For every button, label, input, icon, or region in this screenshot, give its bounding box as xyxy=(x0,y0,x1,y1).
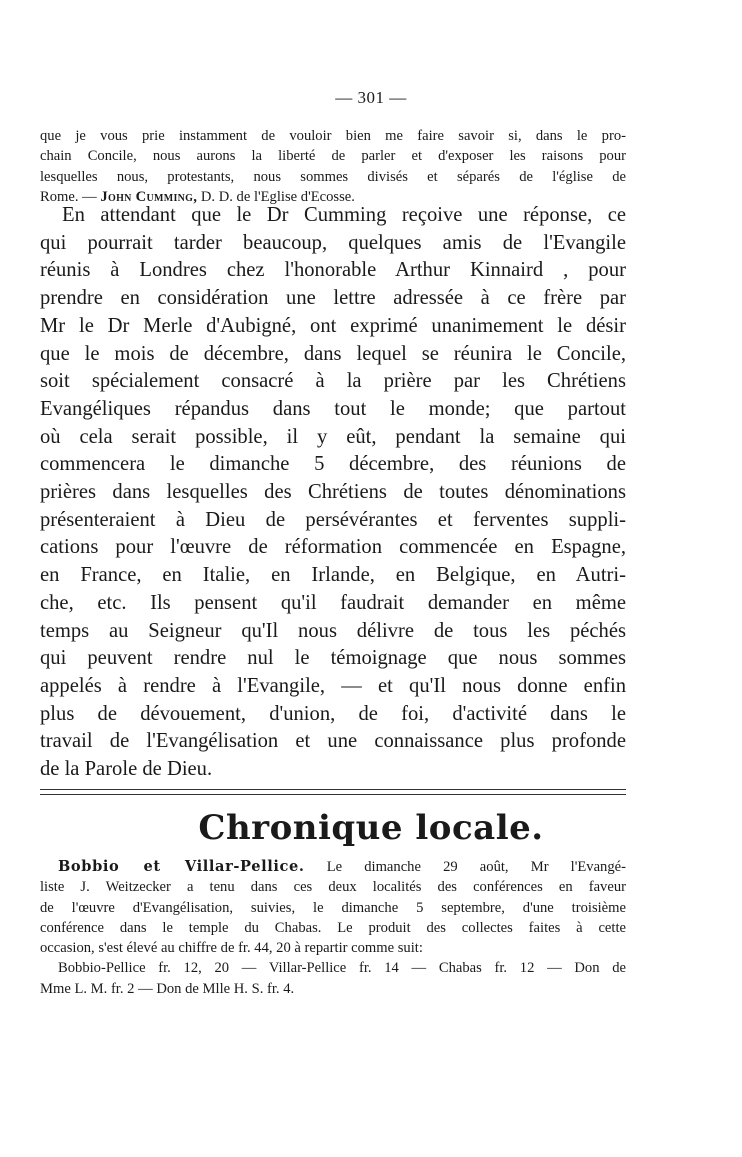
paragraph-line: commencera le dimanche 5 décembre, des réunions de xyxy=(40,453,626,476)
news-first-line-text: Le dimanche 29 août, Mr l'Evangé- xyxy=(304,859,626,875)
quote-line-prefix: Rome. — xyxy=(40,188,101,205)
news-line: de l'œuvre d'Evangélisation, suivies, le dimanche 5 septembre, d'une troisième xyxy=(40,899,626,916)
paragraph-line: cations pour l'œuvre de réformation commencée en Espagne, xyxy=(40,536,626,559)
quote-signature-name: John Cumming, xyxy=(100,188,198,205)
quote-line: chain Concile, nous aurons la liberté de parler et d'exposer les raisons pour xyxy=(40,148,626,165)
news-heading: Bobbio et Villar-Pellice. xyxy=(58,858,305,875)
paragraph-line: temps au Seigneur qu'Il nous délivre de tous les péchés xyxy=(40,619,626,642)
news-line: conférence dans le temple du Chabas. Le produit des collectes faites à cette xyxy=(40,919,626,936)
paragraph-line: appelés à rendre à l'Evangile, — et qu'Il nous donne enfin xyxy=(40,674,626,697)
quote-signature-suffix: D. D. de l'Eglise d'Ecosse. xyxy=(197,188,355,205)
paragraph-line: où cela serait possible, il y eût, pendant la semaine qui xyxy=(40,425,626,448)
page-number: — 301 — xyxy=(335,88,407,107)
news-line: liste J. Weitzecker a tenu dans ces deux localités des conférences en faveur xyxy=(40,879,626,896)
news-line: Bobbio-Pellice fr. 12, 20 — Villar-Pellice fr. 14 — Chabas fr. 12 — Don de xyxy=(58,960,626,977)
paragraph-line: plus de dévouement, d'union, de foi, d'activité dans le xyxy=(40,702,626,725)
news-line: occasion, s'est élevé au chiffre de fr. 44, 20 à repartir comme suit: xyxy=(40,940,423,957)
quote-line: que je vous prie instamment de vouloir bien me faire savoir si, dans le pro- xyxy=(40,128,626,144)
paragraph-line: che, etc. Ils pensent qu'il faudrait demander en même xyxy=(40,591,626,614)
main-paragraph xyxy=(40,202,626,784)
section-title: Chronique locale. xyxy=(198,808,544,848)
paragraph-line: prières dans lesquelles des Chrétiens de toutes dénominations xyxy=(40,481,626,504)
quote-line: lesquelles nous, protestants, nous sommes divisés et séparés de l'église de xyxy=(40,168,626,185)
paragraph-line: soit spécialement consacré à la prière par les Chrétiens xyxy=(40,370,626,393)
paragraph-line: Evangéliques répandus dans tout le monde; que partout xyxy=(40,397,626,420)
paragraph-line: En attendant que le Dr Cumming reçoive une réponse, ce xyxy=(62,204,626,226)
paragraph-line: travail de l'Evangélisation et une connaissance plus profonde xyxy=(40,730,626,753)
news-line: Mme L. M. fr. 2 — Don de Mlle H. S. fr. 4. xyxy=(40,980,295,997)
section-divider xyxy=(40,789,626,795)
paragraph-line: de la Parole de Dieu. xyxy=(40,758,213,781)
paragraph-line: Mr le Dr Merle d'Aubigné, ont exprimé unanimement le désir xyxy=(40,314,626,337)
paragraph-line: qui pourrait tarder beaucoup, quelques amis de l'Evangile xyxy=(40,231,626,254)
paragraph-line: prendre en considération une lettre adressée à ce frère par xyxy=(40,287,626,310)
paragraph-line: en France, en Italie, en Irlande, en Belgique, en Autri- xyxy=(40,564,626,587)
paragraph-line: que le mois de décembre, dans lequel se réunira le Concile, xyxy=(40,342,626,365)
paragraph-line: réunis à Londres chez l'honorable Arthur Kinnaird , pour xyxy=(40,259,626,282)
news-item xyxy=(40,857,626,999)
quote-block xyxy=(40,126,626,207)
paragraph-line: qui peuvent rendre nul le témoignage que nous sommes xyxy=(40,647,626,670)
paragraph-line: présenteraient à Dieu de persévérantes et ferventes suppli- xyxy=(40,508,626,531)
news-first-line xyxy=(40,857,626,877)
